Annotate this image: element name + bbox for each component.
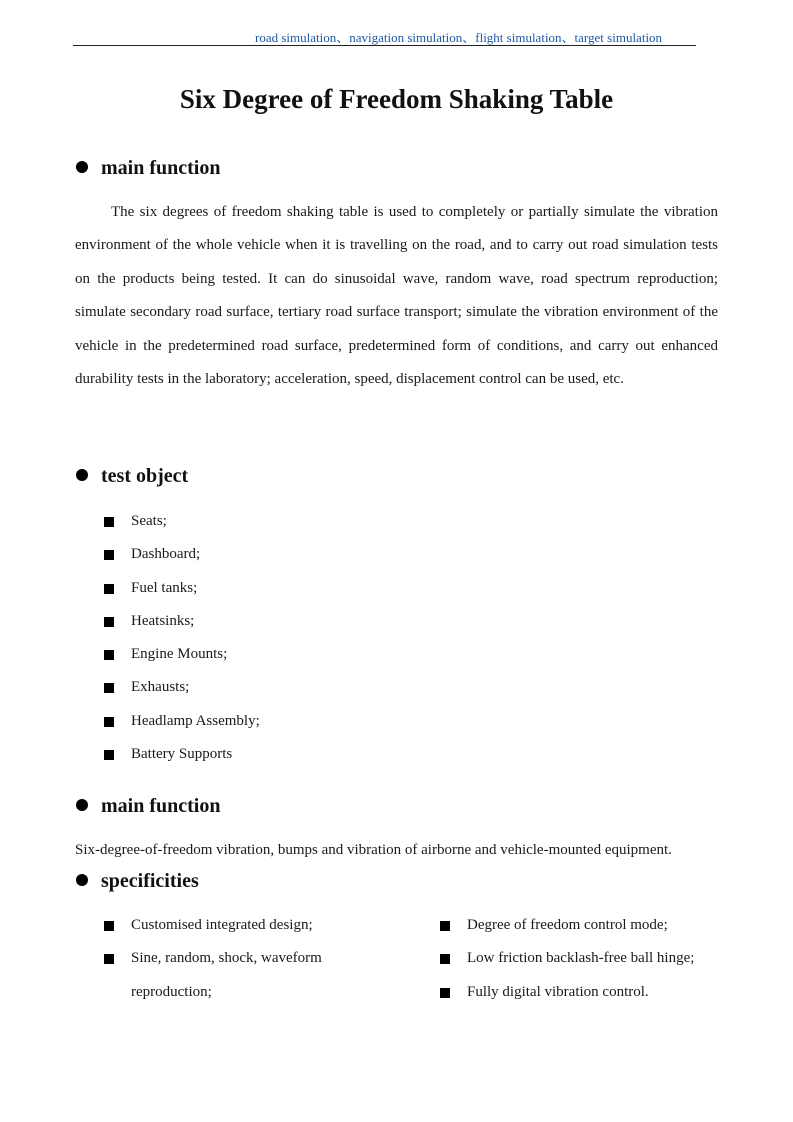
square-bullet-icon (440, 921, 450, 931)
bullet-dot-icon (76, 874, 88, 886)
section-heading-main-function (76, 157, 220, 180)
list-item (104, 638, 260, 671)
section-heading-test-object (76, 465, 188, 488)
section-heading-label: test object (101, 465, 189, 487)
list-item (104, 605, 260, 638)
section-heading-main-function-2 (76, 795, 220, 818)
square-bullet-icon (440, 954, 450, 964)
list-item (440, 942, 694, 975)
list-item-text: Customised integrated design; (131, 917, 313, 933)
list-item (440, 909, 694, 942)
bullet-dot-icon (76, 799, 88, 811)
square-bullet-icon (104, 921, 114, 931)
square-bullet-icon (104, 550, 114, 560)
list-item (104, 505, 260, 538)
list-item-text: Dashboard; (131, 546, 201, 563)
list-item-text: Sine, random, shock, waveform reproduction; (131, 950, 322, 1000)
square-bullet-icon (104, 717, 114, 727)
square-bullet-icon (104, 617, 114, 627)
section-heading-specificities (76, 870, 199, 893)
list-item (104, 738, 260, 771)
list-item (440, 976, 694, 1009)
list-item (104, 572, 260, 605)
list-item (104, 942, 371, 1009)
list-item-text: Engine Mounts; (131, 646, 228, 663)
square-bullet-icon (104, 954, 114, 964)
test-object-list (104, 505, 260, 771)
square-bullet-icon (104, 584, 114, 594)
list-item-text: Heatsinks; (131, 612, 195, 629)
square-bullet-icon (104, 517, 114, 527)
main-function-text: Six-degree-of-freedom vibration, bumps and vibration of airborne and vehicle-mounted equipment. (75, 842, 672, 858)
square-bullet-icon (104, 750, 114, 760)
list-item-text: Low friction backlash-free ball hinge; (467, 950, 695, 967)
specificities-right-list (440, 909, 694, 1009)
square-bullet-icon (440, 988, 450, 998)
square-bullet-icon (104, 650, 114, 660)
specificities-left-list (104, 909, 371, 1009)
document-title: Six Degree of Freedom Shaking Table (179, 84, 614, 114)
bullet-dot-icon (76, 469, 88, 481)
list-item (104, 909, 371, 942)
bullet-dot-icon (76, 161, 88, 173)
main-function-paragraph: The six degrees of freedom shaking table is used to completely or partially simulate the vibration environment of the whole vehicle when it is travelling on the road, and to carry out road simulation tests on the products being tested. It can do sinusoidal wave, random wave, road spectrum reproduction; simulate secondary road surface, tertiary road surface transport; simulate the vibration environment of the vehicle in the predetermined road surface, predetermined form of conditions, and carry out enhanced durability tests in the laboratory; acceleration, speed, displacement control can be used, etc. (75, 204, 718, 388)
header-divider (73, 45, 696, 46)
list-item-text: Degree of freedom control mode; (467, 917, 668, 933)
list-item (104, 671, 260, 704)
list-item (104, 705, 260, 738)
list-item-text: Battery Supports (131, 746, 233, 763)
list-item-text: Headlamp Assembly; (131, 712, 260, 729)
list-item-text: Fuel tanks; (131, 579, 198, 596)
section-heading-label: specificities (101, 870, 199, 892)
section-heading-label: main function (101, 795, 221, 817)
page-header-text: road simulation、navigation simulation、flight simulation、target simulation (255, 30, 663, 45)
section-heading-label: main function (101, 157, 221, 179)
list-item-text: Fully digital vibration control. (467, 983, 649, 1000)
list-item (104, 538, 260, 571)
square-bullet-icon (104, 683, 114, 693)
list-item-text: Exhausts; (131, 679, 190, 696)
list-item-text: Seats; (131, 513, 167, 529)
